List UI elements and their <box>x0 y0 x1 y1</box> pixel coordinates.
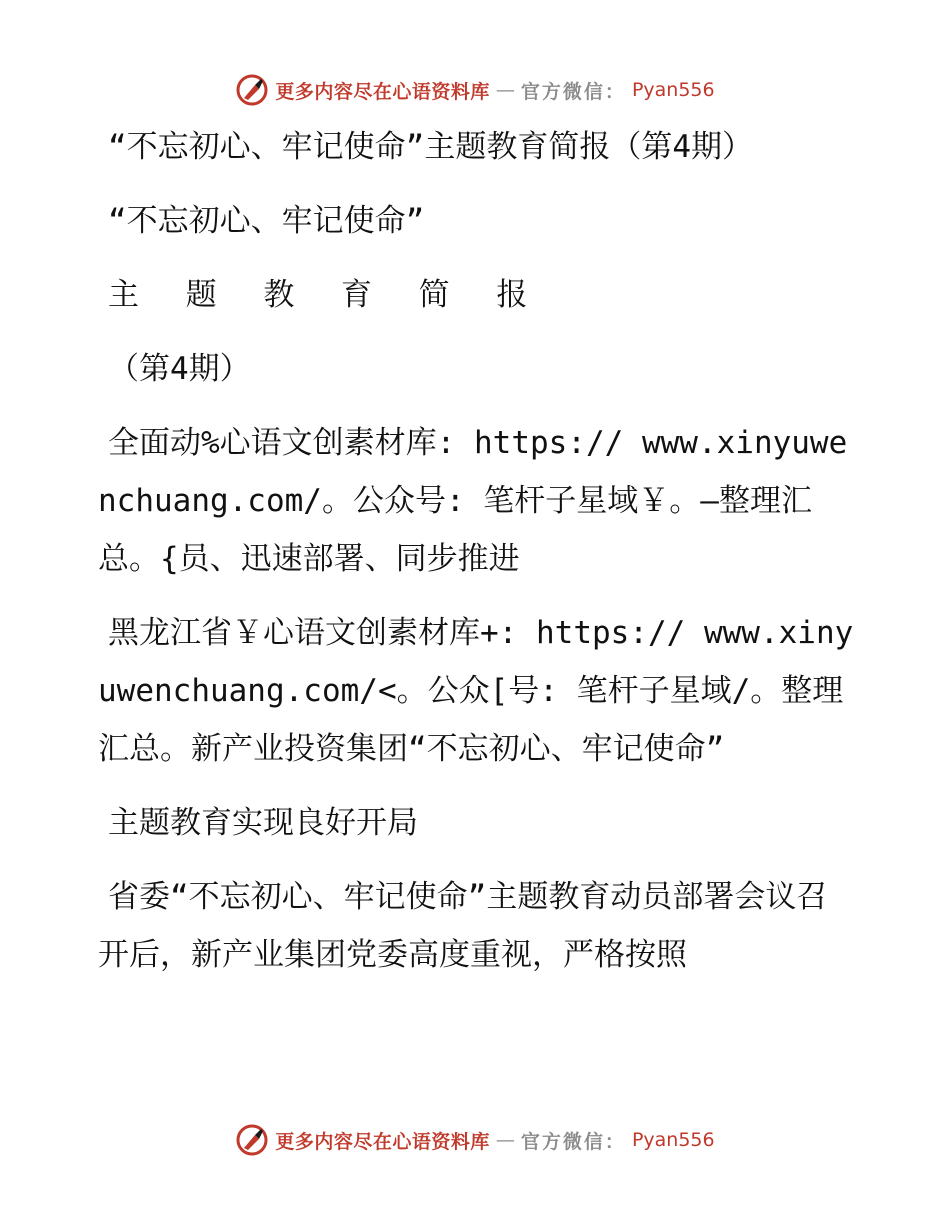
body-paragraph: 省委“不忘初心、牢记使命”主题教育动员部署会议召开后，新产业集团党委高度重视，严格按照 <box>98 879 828 973</box>
header-watermark-banner <box>0 70 950 110</box>
pen-nib-logo-icon <box>235 73 269 107</box>
banner-label: 官方微信： <box>520 1130 626 1153</box>
body-paragraph: 全面动%心语文创素材库: https:// www.xinyuwenchuang.com/。公众号: 笔杆子星域￥。—整理汇总。{员、迅速部署、同步推进 <box>98 425 848 577</box>
theme-slogan: “不忘初心、牢记使命” <box>108 203 425 239</box>
banner-wechat-id: Pyan556 <box>631 1129 715 1151</box>
banner-separator: — <box>495 79 515 101</box>
footer-watermark-banner <box>0 1120 950 1160</box>
section-heading: 主题教育实现良好开局 <box>108 805 418 841</box>
banner-label: 官方微信： <box>520 80 626 103</box>
document-title: “不忘初心、牢记使命”主题教育简报（第4期） <box>108 129 753 165</box>
pen-nib-logo-icon <box>235 1123 269 1157</box>
body-paragraph: 黑龙江省￥心语文创素材库+: https:// www.xinyuwenchuang.com/<。公众[号: 笔杆子星域/。整理汇总。新产业投资集团“不忘初心、牢记使命” <box>98 615 854 767</box>
document-body <box>98 118 858 1000</box>
banner-separator: — <box>495 1129 515 1151</box>
bulletin-heading: 主 题 教 育 简 报 <box>108 277 542 313</box>
banner-text: 更多内容尽在心语资料库 <box>275 1130 490 1153</box>
banner-text: 更多内容尽在心语资料库 <box>275 80 490 103</box>
issue-number: （第4期） <box>108 351 251 387</box>
banner-wechat-id: Pyan556 <box>631 79 715 101</box>
